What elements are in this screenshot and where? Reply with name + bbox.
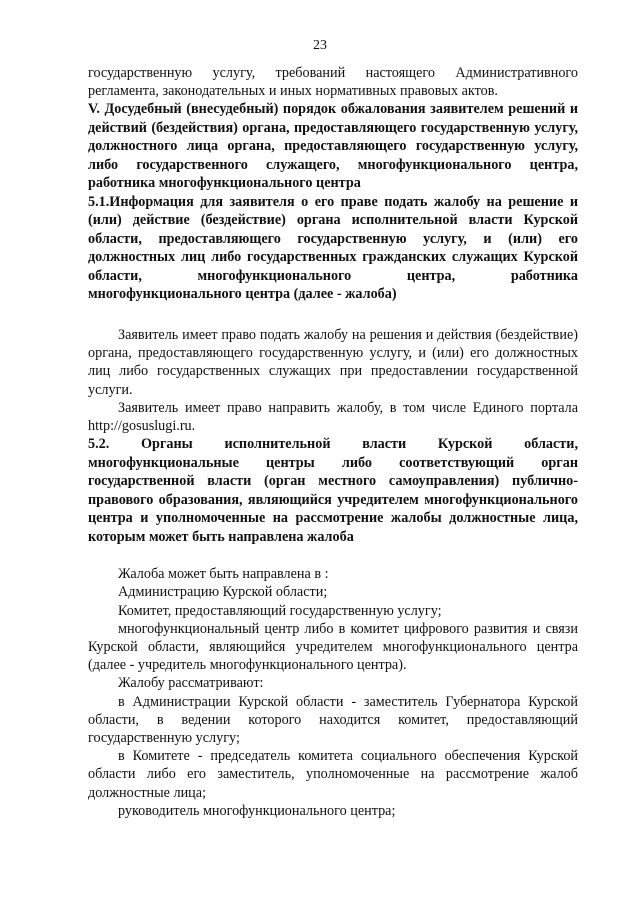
subsection-5-2-heading: 5.2. Органы исполнительной власти Курской области, многофункциональные центры либо соответствующий орган государственной власти (орган местного самоуправления) публично-правового образования, являющийся учредителем многофункционального центра и уполномоченные на рассмотрение жалобы должностные лица, которым может быть направлена жалоба [88, 436, 578, 545]
paragraph: Жалоба может быть направлена в : [118, 566, 329, 583]
paragraph: Администрацию Курской области; [118, 584, 328, 601]
intro-paragraph: государственную услугу, требований настоящего Административного регламента, законодательных и иных нормативных правовых актов. [88, 65, 578, 100]
subsection-5-1-heading: 5.1.Информация для заявителя о его праве подать жалобу на решение и (или) действие (бездействие) органа исполнительной власти Курской области, предоставляющего государственную услугу, и (или) его должностных лиц либо государственных гражданских служащих Курской области, многофункционального центра, работника многофункционального центра (далее - жалоба) [88, 193, 578, 303]
subsection-5-1-body [88, 326, 578, 435]
paragraph: в Комитете - председатель комитета социального обеспечения Курской области либо его заместитель, уполномоченные на рассмотрение жалоб должностные лица; [88, 748, 578, 801]
paragraph: Комитет, предоставляющий государственную услугу; [118, 602, 442, 619]
paragraph: Заявитель имеет право подать жалобу на решения и действия (бездействие) органа, предоставляющего государственную услугу, и (или) его должностных лиц либо государственных служащих при предоставлении государственной услуги. [88, 326, 578, 398]
paragraph: Жалобу рассматривают: [118, 675, 264, 692]
paragraph: многофункциональный центр либо в комитет цифрового развития и связи Курской области, являющийся учредителем многофункционального центра (далее - учредитель многофункционального центра). [88, 620, 578, 674]
paragraph: в Администрации Курской области - заместитель Губернатора Курской области, в ведении которого находится комитет, предоставляющий государственную услугу; [88, 693, 578, 746]
section-v-heading: V. Досудебный (внесудебный) порядок обжалования заявителем решений и действий (бездействия) органа, предоставляющего государственную услугу, должностного лица органа, предоставляющего государственную услугу, либо государственного служащего, многофункционального центра, работника многофункционального центра [88, 101, 578, 192]
page-number: 23 [313, 38, 327, 53]
document-body [88, 64, 578, 820]
paragraph: руководитель многофункционального центра; [118, 802, 396, 819]
paragraph: Заявитель имеет право направить жалобу, в том числе Единого портала http://gosuslugi.ru. [88, 399, 578, 434]
subsection-5-2-body [88, 565, 578, 820]
